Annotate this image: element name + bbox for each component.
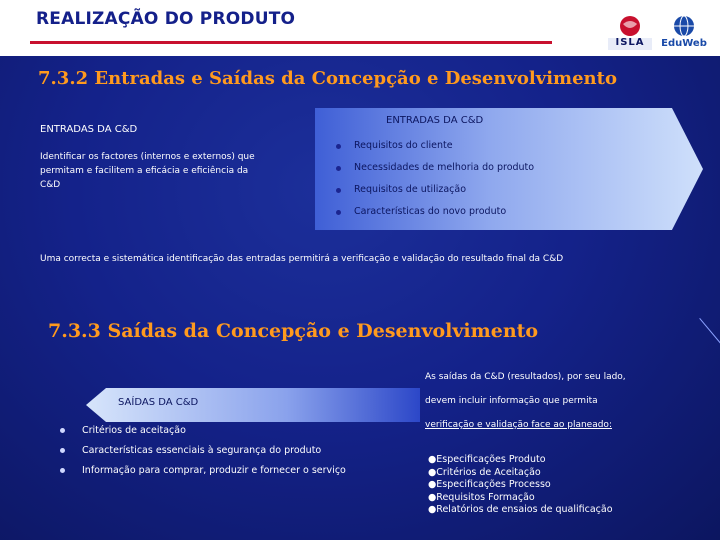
slide-title: REALIZAÇÃO DO PRODUTO bbox=[36, 9, 296, 29]
list-item: ●Relatórios de ensaios de qualificação bbox=[428, 504, 613, 515]
saidas-intro-line: devem incluir informação que permita bbox=[425, 396, 598, 406]
saidas-list bbox=[56, 424, 366, 484]
list-item bbox=[330, 158, 670, 180]
bullet-icon bbox=[60, 428, 65, 433]
saidas-panel-title: SAÍDAS DA C&D bbox=[118, 397, 199, 408]
list-item-text: Requisitos de utilização bbox=[354, 184, 467, 195]
list-item bbox=[56, 464, 366, 477]
bullet-icon bbox=[336, 188, 341, 193]
bullet-icon bbox=[336, 210, 341, 215]
section-heading-entradas-saidas: 7.3.2 Entradas e Saídas da Concepção e Desenvolvimento bbox=[38, 68, 617, 89]
list-item bbox=[56, 424, 366, 437]
saidas-outputs-list bbox=[428, 454, 688, 517]
entradas-list bbox=[330, 136, 670, 224]
bullet-icon bbox=[60, 468, 65, 473]
section-heading-saidas: 7.3.3 Saídas da Concepção e Desenvolvimento bbox=[48, 320, 539, 342]
saidas-intro bbox=[425, 370, 705, 432]
list-item-text: Características do novo produto bbox=[354, 206, 507, 217]
eduweb-logo-text: EduWeb bbox=[661, 38, 707, 49]
list-item bbox=[330, 202, 670, 224]
list-item-text: Características essenciais à segurança do produto bbox=[82, 445, 322, 456]
list-item-text: Informação para comprar, produzir e fornecer o serviço bbox=[82, 465, 346, 476]
entradas-description-line: C&D bbox=[40, 180, 61, 190]
entradas-conclusion: Uma correcta e sistemática identificação das entradas permitirá a verificação e validação do resultado final da C&D bbox=[40, 254, 564, 264]
entradas-description-line: Identificar os factores (internos e externos) que bbox=[40, 152, 255, 162]
list-item: ●Especificações Processo bbox=[428, 479, 551, 490]
decorative-line bbox=[699, 318, 720, 345]
bullet-icon bbox=[336, 166, 341, 171]
bullet-icon bbox=[336, 144, 341, 149]
entradas-description-line: permitam e facilitem a eficácia e eficiência da bbox=[40, 166, 249, 176]
list-item: ●Especificações Produto bbox=[428, 454, 546, 465]
list-item-text: Requisitos do cliente bbox=[354, 140, 453, 151]
list-item: ●Requisitos Formação bbox=[428, 491, 535, 503]
saidas-intro-line: verificação e validação face ao planeado: bbox=[425, 420, 612, 430]
list-item bbox=[330, 180, 670, 202]
entradas-panel-title: ENTRADAS DA C&D bbox=[386, 115, 484, 126]
list-item-text: Critérios de aceitação bbox=[82, 425, 186, 436]
entradas-label: ENTRADAS DA C&D bbox=[40, 124, 138, 135]
bullet-icon bbox=[60, 448, 65, 453]
list-item bbox=[56, 444, 366, 457]
list-item bbox=[330, 136, 670, 158]
entradas-description bbox=[40, 150, 310, 192]
list-item-text: Necessidades de melhoria do produto bbox=[354, 162, 535, 173]
list-item: ●Critérios de Aceitação bbox=[428, 466, 541, 478]
isla-logo-text: ISLA bbox=[615, 37, 645, 48]
saidas-intro-line: As saídas da C&D (resultados), por seu lado, bbox=[425, 372, 626, 382]
title-underline bbox=[30, 41, 552, 44]
